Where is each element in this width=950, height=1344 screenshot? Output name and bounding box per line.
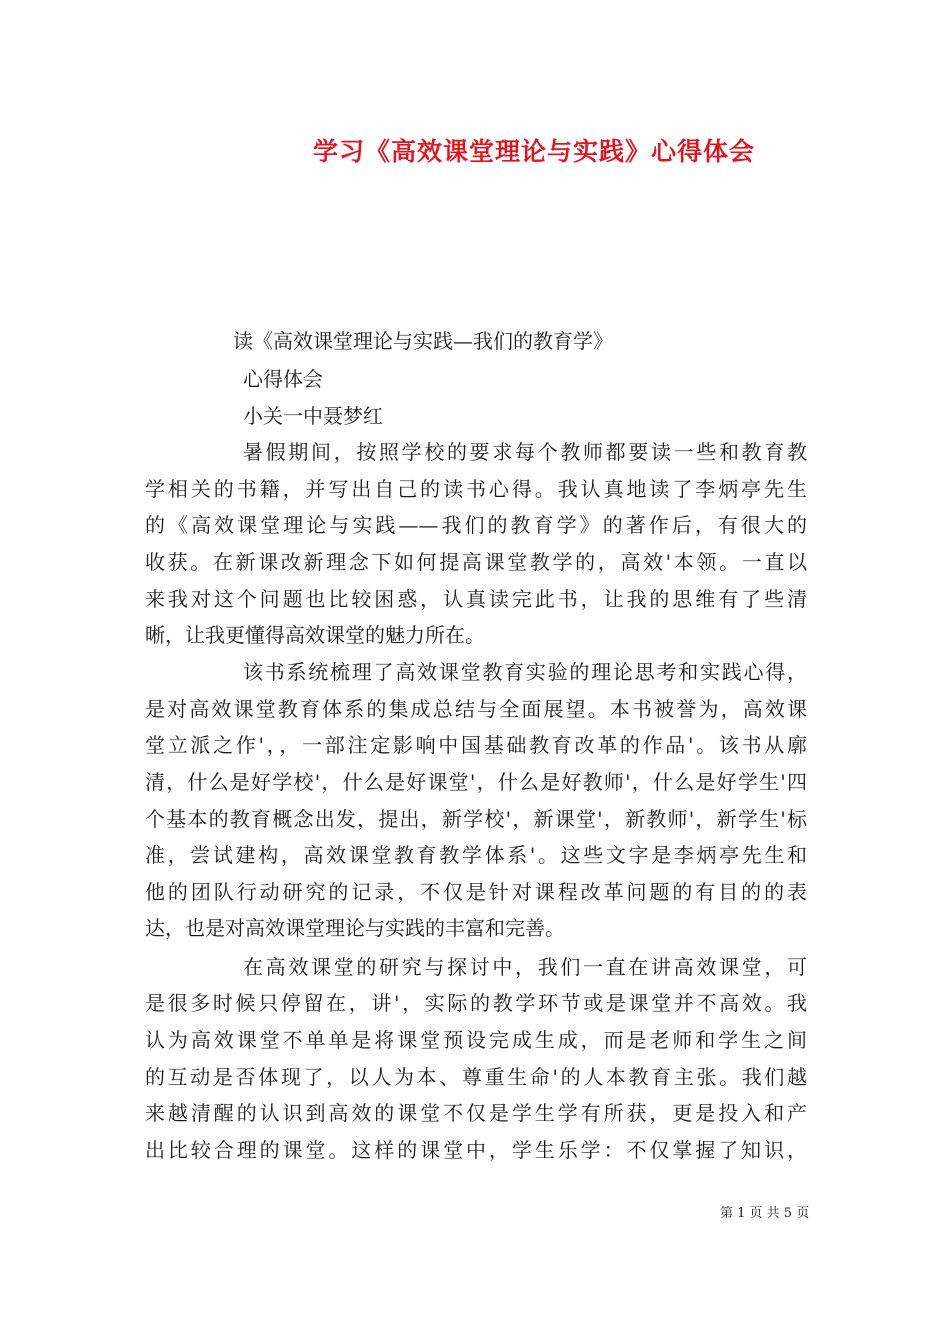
paragraph-line: 出比较合理的课堂。这样的课堂中，学生乐学：不仅掌握了知识，	[145, 1138, 807, 1162]
paragraph-line: 个基本的教育概念出发，提出，新学校'，新课堂'，新教师'，新学生'标	[145, 807, 807, 831]
document-subtitle: 读《高效课堂理论与实践—我们的教育学》	[233, 329, 613, 353]
paragraph-line: 来越清醒的认识到高效的课堂不仅是学生学有所获，更是投入和产	[145, 1101, 807, 1125]
paragraph-line: 学相关的书籍，并写出自己的读书心得。我认真地读了李炳亭先生	[145, 477, 807, 501]
paragraph-line: 的《高效课堂理论与实践——我们的教育学》的著作后，有很大的	[145, 513, 807, 537]
paragraph-line: 该书系统梳理了高效课堂教育实验的理论思考和实践心得，	[243, 660, 807, 684]
paragraph-line: 达，也是对高效课堂理论与实践的丰富和完善。	[145, 916, 565, 940]
paragraph-line: 堂立派之作'，，一部注定影响中国基础教育改革的作品'。该书从廓	[145, 733, 807, 757]
paragraph-line: 收获。在新课改新理念下如何提高课堂教学的，高效'本领。一直以	[145, 550, 807, 574]
paragraph-line: 暑假期间，按照学校的要求每个教师都要读一些和教育教	[243, 440, 807, 464]
paragraph-line: 清，什么是好学校'，什么是好课堂'，什么是好教师'，什么是好学生'四	[145, 770, 807, 794]
document-author: 小关一中聂梦红	[243, 404, 383, 428]
paragraph-line: 在高效课堂的研究与探讨中，我们一直在讲高效课堂，可	[243, 955, 807, 979]
paragraph-line: 是很多时候只停留在，讲'，实际的教学环节或是课堂并不高效。我	[145, 991, 807, 1015]
paragraph-line: 来我对这个问题也比较困惑，认真读完此书，让我的思维有了些清	[145, 587, 807, 611]
paragraph-line: 准，尝试建构，高效课堂教育教学体系'。这些文字是李炳亭先生和	[145, 843, 807, 867]
paragraph-line: 他的团队行动研究的记录，不仅是针对课程改革问题的有目的的表	[145, 880, 807, 904]
page-number: 第 1 页 共 5 页	[720, 1206, 810, 1221]
paragraph-line: 认为高效课堂不单单是将课堂预设完成生成，而是老师和学生之间	[145, 1028, 807, 1052]
paragraph-line: 是对高效课堂教育体系的集成总结与全面展望。本书被誉为，高效课	[145, 697, 807, 721]
paragraph-line: 晰，让我更懂得高效课堂的魅力所在。	[145, 623, 485, 647]
paragraph-line: 的互动是否体现了，以人为本、尊重生命'的人本教育主张。我们越	[145, 1065, 807, 1089]
document-title: 学习《高效课堂理论与实践》心得体会	[312, 137, 755, 166]
document-heading: 心得体会	[243, 367, 323, 391]
